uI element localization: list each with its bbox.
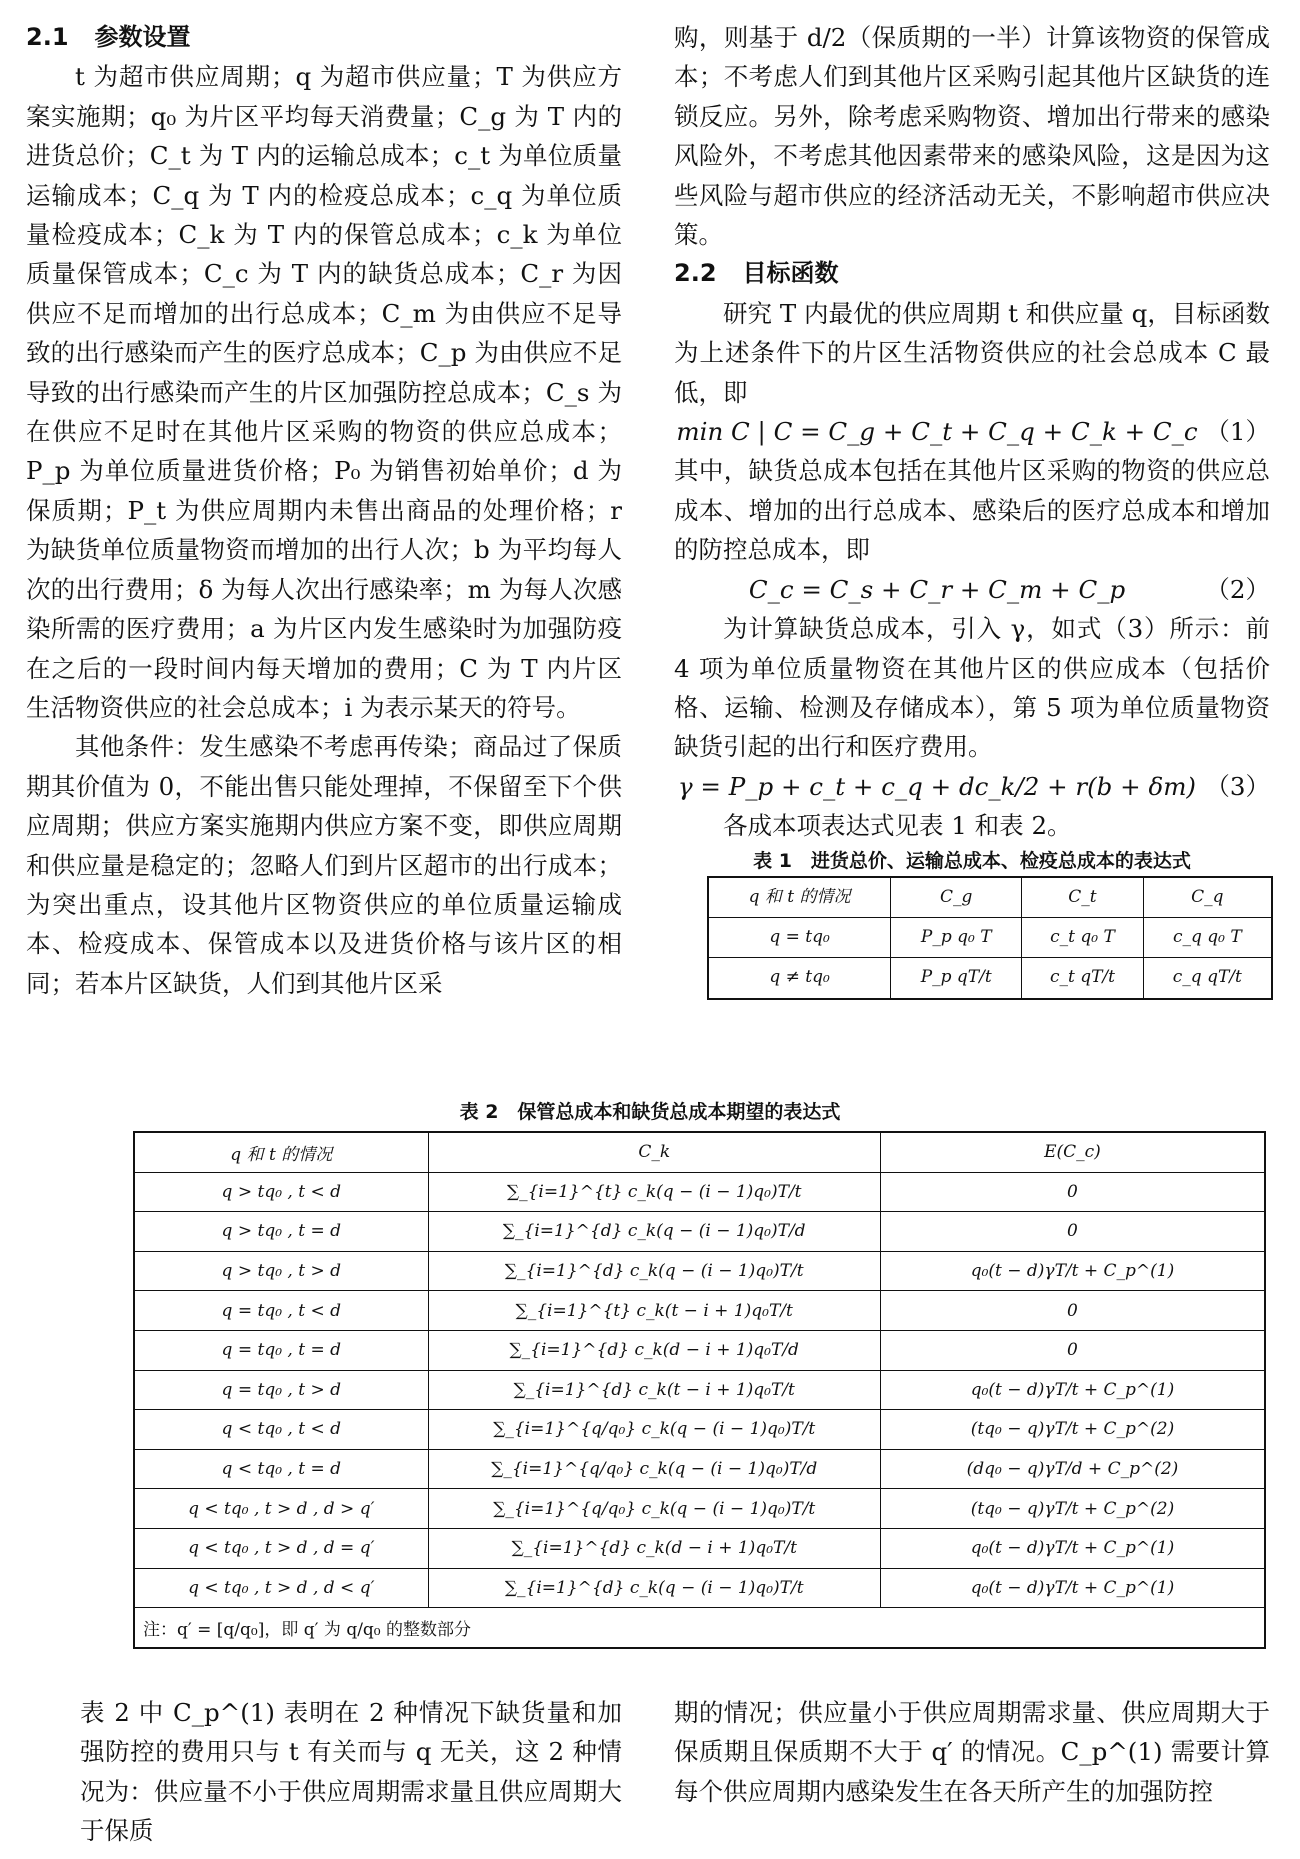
table-cell: q = tq₀ , t > d [134,1370,428,1410]
bottom-left-text [80,1693,622,1851]
table-cell: P_p q₀ T [891,917,1022,957]
table-row [708,958,1272,999]
table-cell: q < tq₀ , t = d [134,1449,428,1489]
shortage-cost-paragraph: 其中，缺货总成本包括在其他片区采购的物资的供应总成本、增加的出行总成本、感染后的医疗总成本和增加的防控总成本，即 [674,456,1270,565]
table-row [134,1172,1265,1212]
table-cell: 0 [880,1291,1265,1331]
table-cell: q > tq₀ , t < d [134,1172,428,1212]
section-2-2-heading [674,254,1270,293]
table-header-row [134,1132,1265,1172]
left-column [26,18,622,1003]
table-cell: (dq₀ − q)γT/d + C_p^(2) [880,1449,1265,1489]
table-cell: c_q qT/t [1143,958,1272,999]
table-row [134,1489,1265,1529]
table-cell: ∑_{i=1}^{q/q₀} c_k(q − (i − 1)q₀)T/t [428,1489,880,1529]
bottom-right-paragraph: 期的情况；供应量小于供应周期需求量、供应周期大于保质期且保质期不大于 q′ 的情况。C_p^(1) 需要计算每个供应周期内感染发生在各天所产生的加强防控 [674,1698,1270,1806]
table-cell: ∑_{i=1}^{d} c_k(d − i + 1)q₀T/t [428,1528,880,1568]
table-1 [707,876,1273,1000]
table-header-cell: C_t [1022,877,1143,918]
gamma-paragraph: 为计算缺货总成本，引入 γ，如式（3）所示：前 4 项为单位质量物资在其他片区的供应成本（包括价格、运输、检测及存储成本），第 5 项为单位质量物资缺货引起的出行和医疗费用。 [674,614,1270,762]
table-cell: q = tq₀ , t < d [134,1291,428,1331]
table-row [134,1370,1265,1410]
table-header-cell: q 和 t 的情况 [708,877,891,918]
table-header-cell: C_g [891,877,1022,918]
table-cell: c_t qT/t [1022,958,1143,999]
table-cell: ∑_{i=1}^{t} c_k(q − (i − 1)q₀)T/t [428,1172,880,1212]
table-header-cell: C_k [428,1132,880,1172]
conditions-continued-paragraph: 购，则基于 d/2（保质期的一半）计算该物资的保管成本；不考虑人们到其他片区采购引起其他片区缺货的连锁反应。另外，除考虑采购物资、增加出行带来的感染风险外，不考虑其他因素带来的感染风险，这是因为这些风险与超市供应的经济活动无关，不影响超市供应决策。 [674,23,1270,250]
table-cell: q₀(t − d)γT/t + C_p^(1) [880,1528,1265,1568]
table-cell: 0 [880,1212,1265,1252]
table-cell: ∑_{i=1}^{q/q₀} c_k(q − (i − 1)q₀)T/t [428,1410,880,1450]
equation-2-expression: C_c = C_s + C_r + C_m + C_p [748,574,1126,604]
table-cell: 0 [880,1330,1265,1370]
table-cell: P_p qT/t [891,958,1022,999]
table-cell: (tq₀ − q)γT/t + C_p^(2) [880,1410,1265,1450]
table-cell: q > tq₀ , t > d [134,1251,428,1291]
table-cell: c_q q₀ T [1143,917,1272,957]
equation-3-number: （3） [1205,771,1270,801]
section-number: 2.1 [26,23,69,51]
bottom-left-paragraph: 表 2 中 C_p^(1) 表明在 2 种情况下缺货量和加强防控的费用只与 t 有关而与 q 无关，这 2 种情况为：供应量不小于供应周期需求量且供应周期大于保质 [80,1698,622,1846]
table-row [134,1528,1265,1568]
table-cell: ∑_{i=1}^{d} c_k(q − (i − 1)q₀)T/t [428,1568,880,1608]
table-row [134,1291,1265,1331]
table-cell: q = tq₀ [708,917,891,957]
table-cell: q₀(t − d)γT/t + C_p^(1) [880,1251,1265,1291]
table-2 [133,1131,1266,1649]
table-note-row [134,1608,1265,1648]
table-cell: q > tq₀ , t = d [134,1212,428,1252]
section-2-1-heading [26,18,622,57]
table-row [134,1410,1265,1450]
table-cell: q < tq₀ , t > d , d > q′ [134,1489,428,1529]
table-2-block [0,1097,1300,1649]
section-title: 目标函数 [742,259,839,288]
bottom-right-text [674,1693,1270,1811]
table-cell: q₀(t − d)γT/t + C_p^(1) [880,1568,1265,1608]
section-title: 参数设置 [94,23,191,51]
table-cell: ∑_{i=1}^{t} c_k(t − i + 1)q₀T/t [428,1291,880,1331]
table-cell: 0 [880,1172,1265,1212]
table-cell: q < tq₀ , t > d , d < q′ [134,1568,428,1608]
equation-1-expression: min C | C = C_g + C_t + C_q + C_k + C_c [676,417,1198,447]
table-cell: q = tq₀ , t = d [134,1330,428,1370]
table-cell: ∑_{i=1}^{d} c_k(t − i + 1)q₀T/t [428,1370,880,1410]
table-2-caption: 表 2 保管总成本和缺货总成本期望的表达式 [459,1101,841,1123]
table-cell: q < tq₀ , t < d [134,1410,428,1450]
section-number: 2.2 [674,259,717,288]
table-cell: ∑_{i=1}^{q/q₀} c_k(q − (i − 1)q₀)T/d [428,1449,880,1489]
table-header-cell: E(C_c) [880,1132,1265,1172]
table-cell: q ≠ tq₀ [708,958,891,999]
table-row [708,917,1272,957]
equation-1-number: （1） [1205,417,1270,447]
equation-2-number: （2） [1205,574,1270,604]
other-conditions-paragraph: 其他条件：发生感染不考虑再传染；商品过了保质期其价值为 0，不能出售只能处理掉，不保留至下个供应周期；供应方案实施期内供应方案不变，即供应周期和供应量是稳定的；忽略人们到片区超市的出行成本；为突出重点，设其他片区物资供应的单位质量运输成本、检疫成本、保管成本以及进货价格与该片区的相同；若本片区缺货，人们到其他片区采 [26,732,622,998]
table-header-row [708,877,1272,918]
table-cell: ∑_{i=1}^{d} c_k(d − i + 1)q₀T/d [428,1330,880,1370]
table-cell: (tq₀ − q)γT/t + C_p^(2) [880,1489,1265,1529]
objective-paragraph: 研究 T 内最优的供应周期 t 和供应量 q，目标函数为上述条件下的片区生活物资供应的社会总成本 C 最低，即 [674,298,1270,407]
right-column [674,18,1270,1000]
table-cell: q₀(t − d)γT/t + C_p^(1) [880,1370,1265,1410]
table-row [134,1251,1265,1291]
table-row [134,1212,1265,1252]
table-cell: ∑_{i=1}^{d} c_k(q − (i − 1)q₀)T/t [428,1251,880,1291]
table-row [134,1449,1265,1489]
parameter-definitions-paragraph: t 为超市供应周期；q 为超市供应量；T 为供应方案实施期；q₀ 为片区平均每天消费量；C_g 为 T 内的进货总价；C_t 为 T 内的运输总成本；c_t 为单位质量运输成本；C_q 为 T 内的检疫总成本；c_q 为单位质量检疫成本；C_k 为 T 内的保管总成本；c_k 为单位质量保管成本；C_c 为 T 内的缺货总成本；C_r 为因供应不足而增加的出行总成本；C_m 为由供应不足导致的出行感染而产生的医疗总成本；C_p 为由供应不足导致的出行感染而产生的片区加强防控总成本；C_s 为在供应不足时在其他片区采购的物资的供应总成本；P_p 为单位质量进货价格；P₀ 为销售初始单价；d 为保质期；P_t 为供应周期内未售出商品的处理价格；r 为缺货单位质量物资而增加的出行人次；b 为平均每人次的出行费用；δ 为每人次出行感染率；m 为每人次感染所需的医疗费用；a 为片区内发生感染时为加强防疫在之后的一段时间内每天增加的费用；C 为 T 内片区生活物资供应的社会总成本；i 为表示某天的符号。 [26,62,622,722]
equation-2 [674,570,1270,609]
table-cell: ∑_{i=1}^{d} c_k(q − (i − 1)q₀)T/d [428,1212,880,1252]
table-header-cell: q 和 t 的情况 [134,1132,428,1172]
table-cell: q < tq₀ , t > d , d = q′ [134,1528,428,1568]
table-note: 注：q′ = [q/q₀]，即 q′ 为 q/q₀ 的整数部分 [134,1608,1265,1648]
equation-3-expression: γ = P_p + c_t + c_q + dc_k/2 + r(b + δm) [678,771,1196,801]
table-header-cell: C_q [1143,877,1272,918]
table-cell: c_t q₀ T [1022,917,1143,957]
table-1-caption: 表 1 进货总价、运输总成本、检疫总成本的表达式 [753,849,1191,872]
tables-reference-paragraph: 各成本项表达式见表 1 和表 2。 [723,811,1072,841]
table-row [134,1568,1265,1608]
equation-1 [674,412,1270,451]
equation-3 [674,767,1270,806]
table-row [134,1330,1265,1370]
